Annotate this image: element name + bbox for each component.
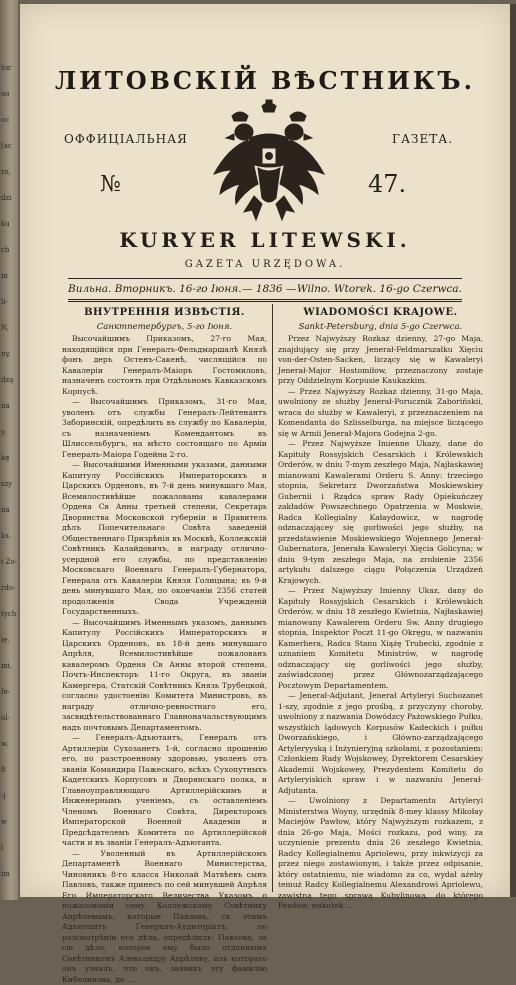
column-russian — [62, 307, 267, 892]
adjacent-page-strip — [0, 0, 18, 900]
section-heading-russian: ВНУТРЕННІЯ ИЗВѢСТІЯ. — [62, 307, 267, 318]
strip-fragment: rdo- — [1, 582, 15, 594]
strip-fragment: ku — [1, 218, 10, 230]
strip-fragment: w. — [1, 738, 8, 750]
dateline — [68, 283, 462, 295]
strip-fragment: ks. — [1, 530, 11, 542]
paragraph: Przez Najwyższy Rozkaz dzienny, 27-go Maja, znajdujący się przy Jenerał-Feldmarszałku Xięciu von-der-Osten-Sacken, liczący się w Kawaleryi Jenerał-Major Hostomiłow, przeznaczony zostaje przy Oddzielnym Korpusie Kaukazkim. — [278, 334, 483, 387]
strip-fragment: tych — [1, 608, 16, 620]
masthead-title-russian: ЛИТОВСКІЙ ВѢСТНИКЪ. — [20, 66, 510, 95]
strip-fragment: fe- — [1, 686, 10, 698]
strip-fragment: kę — [1, 452, 9, 464]
column-divider — [272, 304, 273, 892]
place-date-polish: Sankt-Petersburg, dnia 5-go Czerwca. — [278, 322, 483, 332]
paragraph: — Уволенный въ Артиллерійскомъ Департаментѣ Военнаго Министерства, Чиновникъ 8-го класса Николай Матвѣевъ сынъ Павловъ, также принесъ по сей минувшей Апрѣля Его Императорскаго Величества Указомъ о пожалованіи сему Коллежскому Совѣтнику Апрѣлевымъ, которые Павловъ, съ этимъ Адъютантъ Генералъ-Аудиторіатъ, по разсмотрѣніи его дѣла, опредѣлилъ: Павлова, за сіе дѣло, которое ему было отданнымъ Совѣтникомъ Александру Апрѣлеву, изъ котораго онъ узналъ, что онъ, заявивъ эту фамилію Кибелинова, до ... — [62, 849, 267, 985]
strip-fragment: ny, — [1, 348, 11, 360]
place-date-russian: Санктпетербургъ, 5-го Іюня. — [62, 322, 267, 332]
paragraph: — Генералъ-Адъютантъ, Генералъ отъ Артиллеріи Сухозанетъ 1-й, согласно прошенію его, по разстроенному здоровью, уволенъ отъ званія Командира Пажескаго, всѣхъ Сухопутныхъ Кадетскихъ Корпусовъ и Дворянскаго полка, и Главноуправляющаго Артиллерійскимъ и Инженернымъ ученіемъ, съ оставленіемъ Членомъ Военнаго Совѣта, Директоромъ Императорской Военной Академіи и Предсѣдателемъ Комитета по Артиллерійской части и въ званіи Генералъ-Адъютанта. — [62, 733, 267, 849]
official-label-russian: ОФФИЦІАЛЬНАЯ — [64, 132, 188, 146]
newspaper-page — [20, 4, 510, 897]
top-rule — [68, 278, 462, 279]
column-polish — [278, 307, 483, 892]
section-heading-polish: WIADOMOŚCI KRAJOWE. — [278, 307, 483, 318]
strip-fragment: im — [1, 868, 10, 880]
strip-fragment: dzą — [1, 374, 13, 386]
strip-fragment: ch — [1, 244, 9, 256]
strip-fragment: i Zo- — [1, 556, 17, 568]
strip-fragment: ro, — [1, 166, 11, 178]
paragraph: — Высочайшими Именными указами, данными Капитулу Россійскихъ Императорскихъ и Царскихъ Орденовъ, въ 7-й день минувшаго Мая, Всемилостивѣйше пожалованы кавалерами Ордена Св Анны третьей степени, Секретарь Дворянства Московской губерніи и Правитель дѣлъ Попечительнаго Совѣта заведеній Общественнаго Призрѣнія въ Москвѣ, Коллежскій Совѣтникъ Калайдовичъ, в награду отлично-усердной его службы, по представленію Московскаго Военнаго Генералъ-Губернатора, Генерала отъ Кавалеріи Князя Голицына; въ 9-й день минувшаго Мая, по окончаніи 2356 статей продолженія Свода Учрежденій Государственныхъ. — [62, 460, 267, 618]
double-headed-eagle-icon — [210, 100, 328, 222]
strip-fragment: 8 — [1, 764, 5, 776]
dateline-polish: Wilno. Wtorek. 16-go Czerwca. — [297, 283, 462, 295]
page-edge — [510, 4, 516, 897]
strip-fragment: oc — [1, 114, 9, 126]
strip-fragment: y, — [1, 426, 6, 438]
paragraph: — Jenerał-Adjutant, Jenerał Artyleryi Suchozanet 1-szy, zgodnie z jego prośbą, z przyczyny choroby, uwolniony z nazwania Dowódzcy Pażowskiego Pułku, wszystkich lądowych Korpusów Kadeckich i pułku Dworzańskiego, i Główno-zarządzającego Artyleryyską i Inżynieryjną szkołami, z pozostaniem: Członkiem Rady Wojskowey, Dyrektorem Cesarskiey Akademii Wojskowey, Prezydentem Komitetu do Artyleryiskich spraw i w nazwaniu Jenerał-Adjutanta. — [278, 691, 483, 796]
strip-fragment: in — [1, 270, 8, 282]
gazette-label-russian: ГАЗЕТА. — [392, 132, 453, 146]
issue-number: 47. — [368, 170, 406, 198]
strip-fragment: dzi — [1, 192, 11, 204]
paragraph: Высочайшимъ Приказомъ, 27-го Мая, находящійся при Генералъ-Фельдмаршалѣ Князѣ фонъ деръ Остенъ-Сакенѣ, числящійся по Кавалеріи Генералъ-Маіоръ Гостомиловъ, назначенъ состоять при Отдѣльномъ Кавказскомъ Корпусѣ. — [62, 334, 267, 397]
dateline-russian: Вильна. Вторникъ. 16-го Іюня. — [68, 283, 242, 295]
strip-fragment: -j — [1, 790, 6, 802]
paragraph: — Высочайшимъ Приказомъ, 31-го Мая, уволенъ отъ службы Генералъ-Лейтенантъ Заборинскій, опредѣлить въ службу по Кавалеріи, съ назначеніемъ Комендантомъ въ Шлиссельбургъ, на мѣсто состоящаго по Арміи Генералъ-Маіора Годейна 2-го. — [62, 397, 267, 460]
dateline-year: — 1836 — — [242, 283, 296, 295]
paragraph: — Przez Najwyższy Rozkaz dzienny, 31-go Maja, uwolniony ze służby Jenerał-Porucznik Zaborińskii, wraca do służby w Kawaleryi, z przeznaczeniem na Komendanta do Szlisselburga, na miejsce liczącego się w Armii Jenerał-Majora Godejna 2-go. — [278, 387, 483, 440]
issue-number-sign: № — [100, 172, 121, 197]
strip-fragment: i — [1, 842, 3, 854]
bottom-rule-double — [68, 301, 462, 302]
strip-fragment: szy — [1, 478, 12, 490]
strip-fragment: w — [1, 816, 7, 828]
strip-fragment: na — [1, 504, 10, 516]
paragraph: — Przez Najwyższy Imienny Ukaz, dany do Kapituły Rossyjskich Cesarskich i Królewskich Orderów, w dniu 18 zeszłego Kwietnia, Najłaskawiej mianowany Kawalerem Orderu Sw. Anny drugiego stopnia, Inspektor Poczt 11-go Okręgu, w nazwaniu Kamerhera, Radca Stanu Xiążę Trubecki, zgodnie z uznaniem Komitetu Ministrów, w nagrodę odznaczający się gorliwości jego służby, zaświadczonej przez Głównozarządzającego Pocztowym Departamentem. — [278, 586, 483, 691]
strip-fragment: ię. — [1, 634, 10, 646]
paragraph: — Uwolniony z Departamentu Artyleryi Ministerstwa Woyny, urzędnik 8-mey klassy Mikołay Maciejów Pawłow, który Najwyższym rozkazem, z dnia 26-go Maja, Mości rozkazu, pod winy, za uczynienie prezentu dnia 26 zeszłego Kwietnia, Radcy Kollegialnemu Apriolewu, przy inkwizycji za przez niego zostawionym, i także przez odpisanie, który ostatniemu, nie wiadomo za co, wydał ażeby temuż Radcy Kollegialnemu Alexandrowi Apriolewu, zawistną tego sprawą Kubylinowa, do którego Pawłow, wskutek ... — [278, 796, 483, 912]
bottom-rule — [68, 299, 462, 300]
strip-fragment: na — [1, 400, 10, 412]
strip-fragment: oo — [1, 88, 9, 100]
paragraph: — Высочайшимъ Именнымъ указомъ, даннымъ Капитулу Россійскихъ Императорскихъ и Царскихъ Орденовъ, въ 18-й день минувшаго Апрѣля, Всемилостивѣйше пожалованъ кавалеромъ Ордена Св Анны второй степени, Почтъ-Инспекторъ 11-го Округа, въ званіи Камергера, Статскій Совѣтникъ Князь Трубецкой, согласно удостоенію Комитета Министровъ, въ награду отлично-ревностнаго его, засвидѣтельствованнаго Главноначальствующимъ надъ почтовымъ Департаментомъ. — [62, 618, 267, 734]
masthead-title-polish: KURYER LITEWSKI. — [20, 228, 510, 252]
strip-fragment: ol- — [1, 712, 10, 724]
paragraph: — Przez Najwyższe Imienne Ukazy, dane do Kapituły Rossyjskich Cesarskich i Królewskich Orderów, w dniu 7-mym zeszłego Maja, Najłaskawiej mianowani Kawalerami Orderu S. Anny: trzeciego stopnia, Sekretarz Dworzaństwa Moskiewskiey Gubernii i Rządca spraw Rady Opiekuńczey zakładów Powszechnego Opatrzenia w Moskwie, Radca Kollegialny Kałaydowicz, w nagrodę odznaczającey się gorliwości jego służby, na przedstawienie Moskiewskiego Wojennego Jenerał-Gubernatora, Jenerała Kawaleryi Xięcia Golicyna; w dniu 9-tym zeszłego Maja, na zrobienie 2356 artykułu dalszego ciągu Połączenia Urządzeń Krajowych. — [278, 439, 483, 586]
masthead-subtitle-polish: GAZETA URZĘDOWA. — [20, 259, 510, 270]
strip-fragment: tor — [1, 62, 11, 74]
strip-fragment: [ac — [1, 140, 12, 152]
strip-fragment: N, — [1, 322, 9, 334]
strip-fragment: mi, — [1, 660, 12, 672]
strip-fragment: li- — [1, 296, 8, 308]
